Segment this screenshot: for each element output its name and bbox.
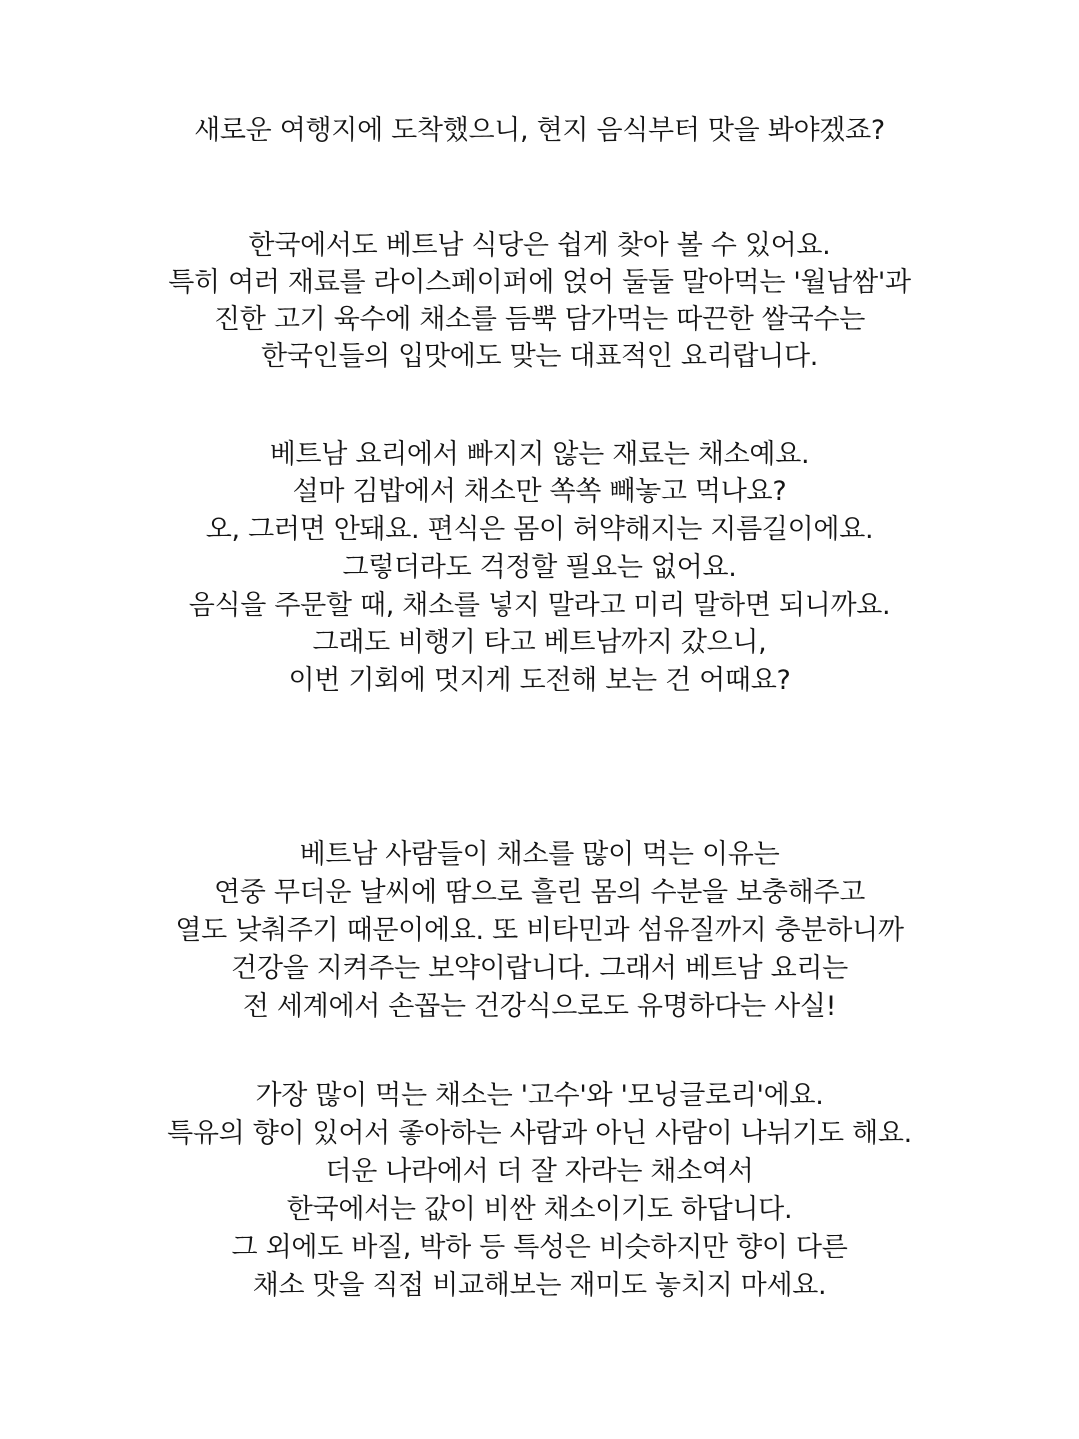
paragraph-5-line-5: 그 외에도 바질, 박하 등 특성은 비슷하지만 향이 다른	[231, 1232, 848, 1263]
intro-line: 새로운 여행지에 도착했으니, 현지 음식부터 맛을 봐야겠죠?	[194, 115, 885, 146]
paragraph-5-line-6: 채소 맛을 직접 비교해보는 재미도 놓치지 마세요.	[252, 1270, 827, 1301]
paragraph-3-line-7: 이번 기회에 멋지게 도전해 보는 건 어때요?	[288, 665, 791, 696]
paragraph-5-line-3: 더운 나라에서 더 잘 자라는 채소여서	[325, 1156, 754, 1187]
paragraph-4-line-1: 베트남 사람들이 채소를 많이 먹는 이유는	[299, 839, 780, 870]
paragraph-4-line-3: 열도 낮춰주기 때문이에요. 또 비타민과 섬유질까지 충분하니까	[175, 915, 904, 946]
paragraph-2-line-2: 특히 여러 재료를 라이스페이퍼에 얹어 둘둘 말아먹는 '월남쌈'과	[168, 267, 911, 298]
paragraph-3-line-6: 그래도 비행기 타고 베트남까지 갔으니,	[312, 627, 767, 658]
paragraph-5-line-4: 한국에서는 값이 비싼 채소이기도 하답니다.	[286, 1194, 793, 1225]
paragraph-3-line-1: 베트남 요리에서 빠지지 않는 재료는 채소예요.	[269, 439, 810, 470]
paragraph-3-line-5: 음식을 주문할 때, 채소를 넣지 말라고 미리 말하면 되니까요.	[188, 590, 891, 621]
paragraph-3-line-3: 오, 그러면 안돼요. 편식은 몸이 허약해지는 지름길이에요.	[205, 514, 874, 545]
paragraph-4-line-5: 전 세계에서 손꼽는 건강식으로도 유명하다는 사실!	[242, 991, 837, 1022]
paragraph-5-line-1: 가장 많이 먹는 채소는 '고수'와 '모닝글로리'에요.	[255, 1080, 824, 1111]
paragraph-2-line-4: 한국인들의 입맛에도 맞는 대표적인 요리랍니다.	[260, 341, 819, 372]
paragraph-4-line-4: 건강을 지켜주는 보약이랍니다. 그래서 베트남 요리는	[231, 953, 848, 984]
paragraph-3-line-4: 그렇더라도 걱정할 필요는 없어요.	[342, 552, 737, 583]
paragraph-4-line-2: 연중 무더운 날씨에 땀으로 흘린 몸의 수분을 보충해주고	[214, 877, 865, 908]
paragraph-2-line-1: 한국에서도 베트남 식당은 쉽게 찾아 볼 수 있어요.	[248, 230, 831, 261]
paragraph-3-line-2: 설마 김밥에서 채소만 쏙쏙 빼놓고 먹나요?	[292, 476, 787, 507]
paragraph-5-line-2: 특유의 향이 있어서 좋아하는 사람과 아닌 사람이 나뉘기도 해요.	[167, 1118, 912, 1149]
paragraph-2-line-3: 진한 고기 육수에 채소를 듬뿍 담가먹는 따끈한 쌀국수는	[214, 304, 865, 335]
